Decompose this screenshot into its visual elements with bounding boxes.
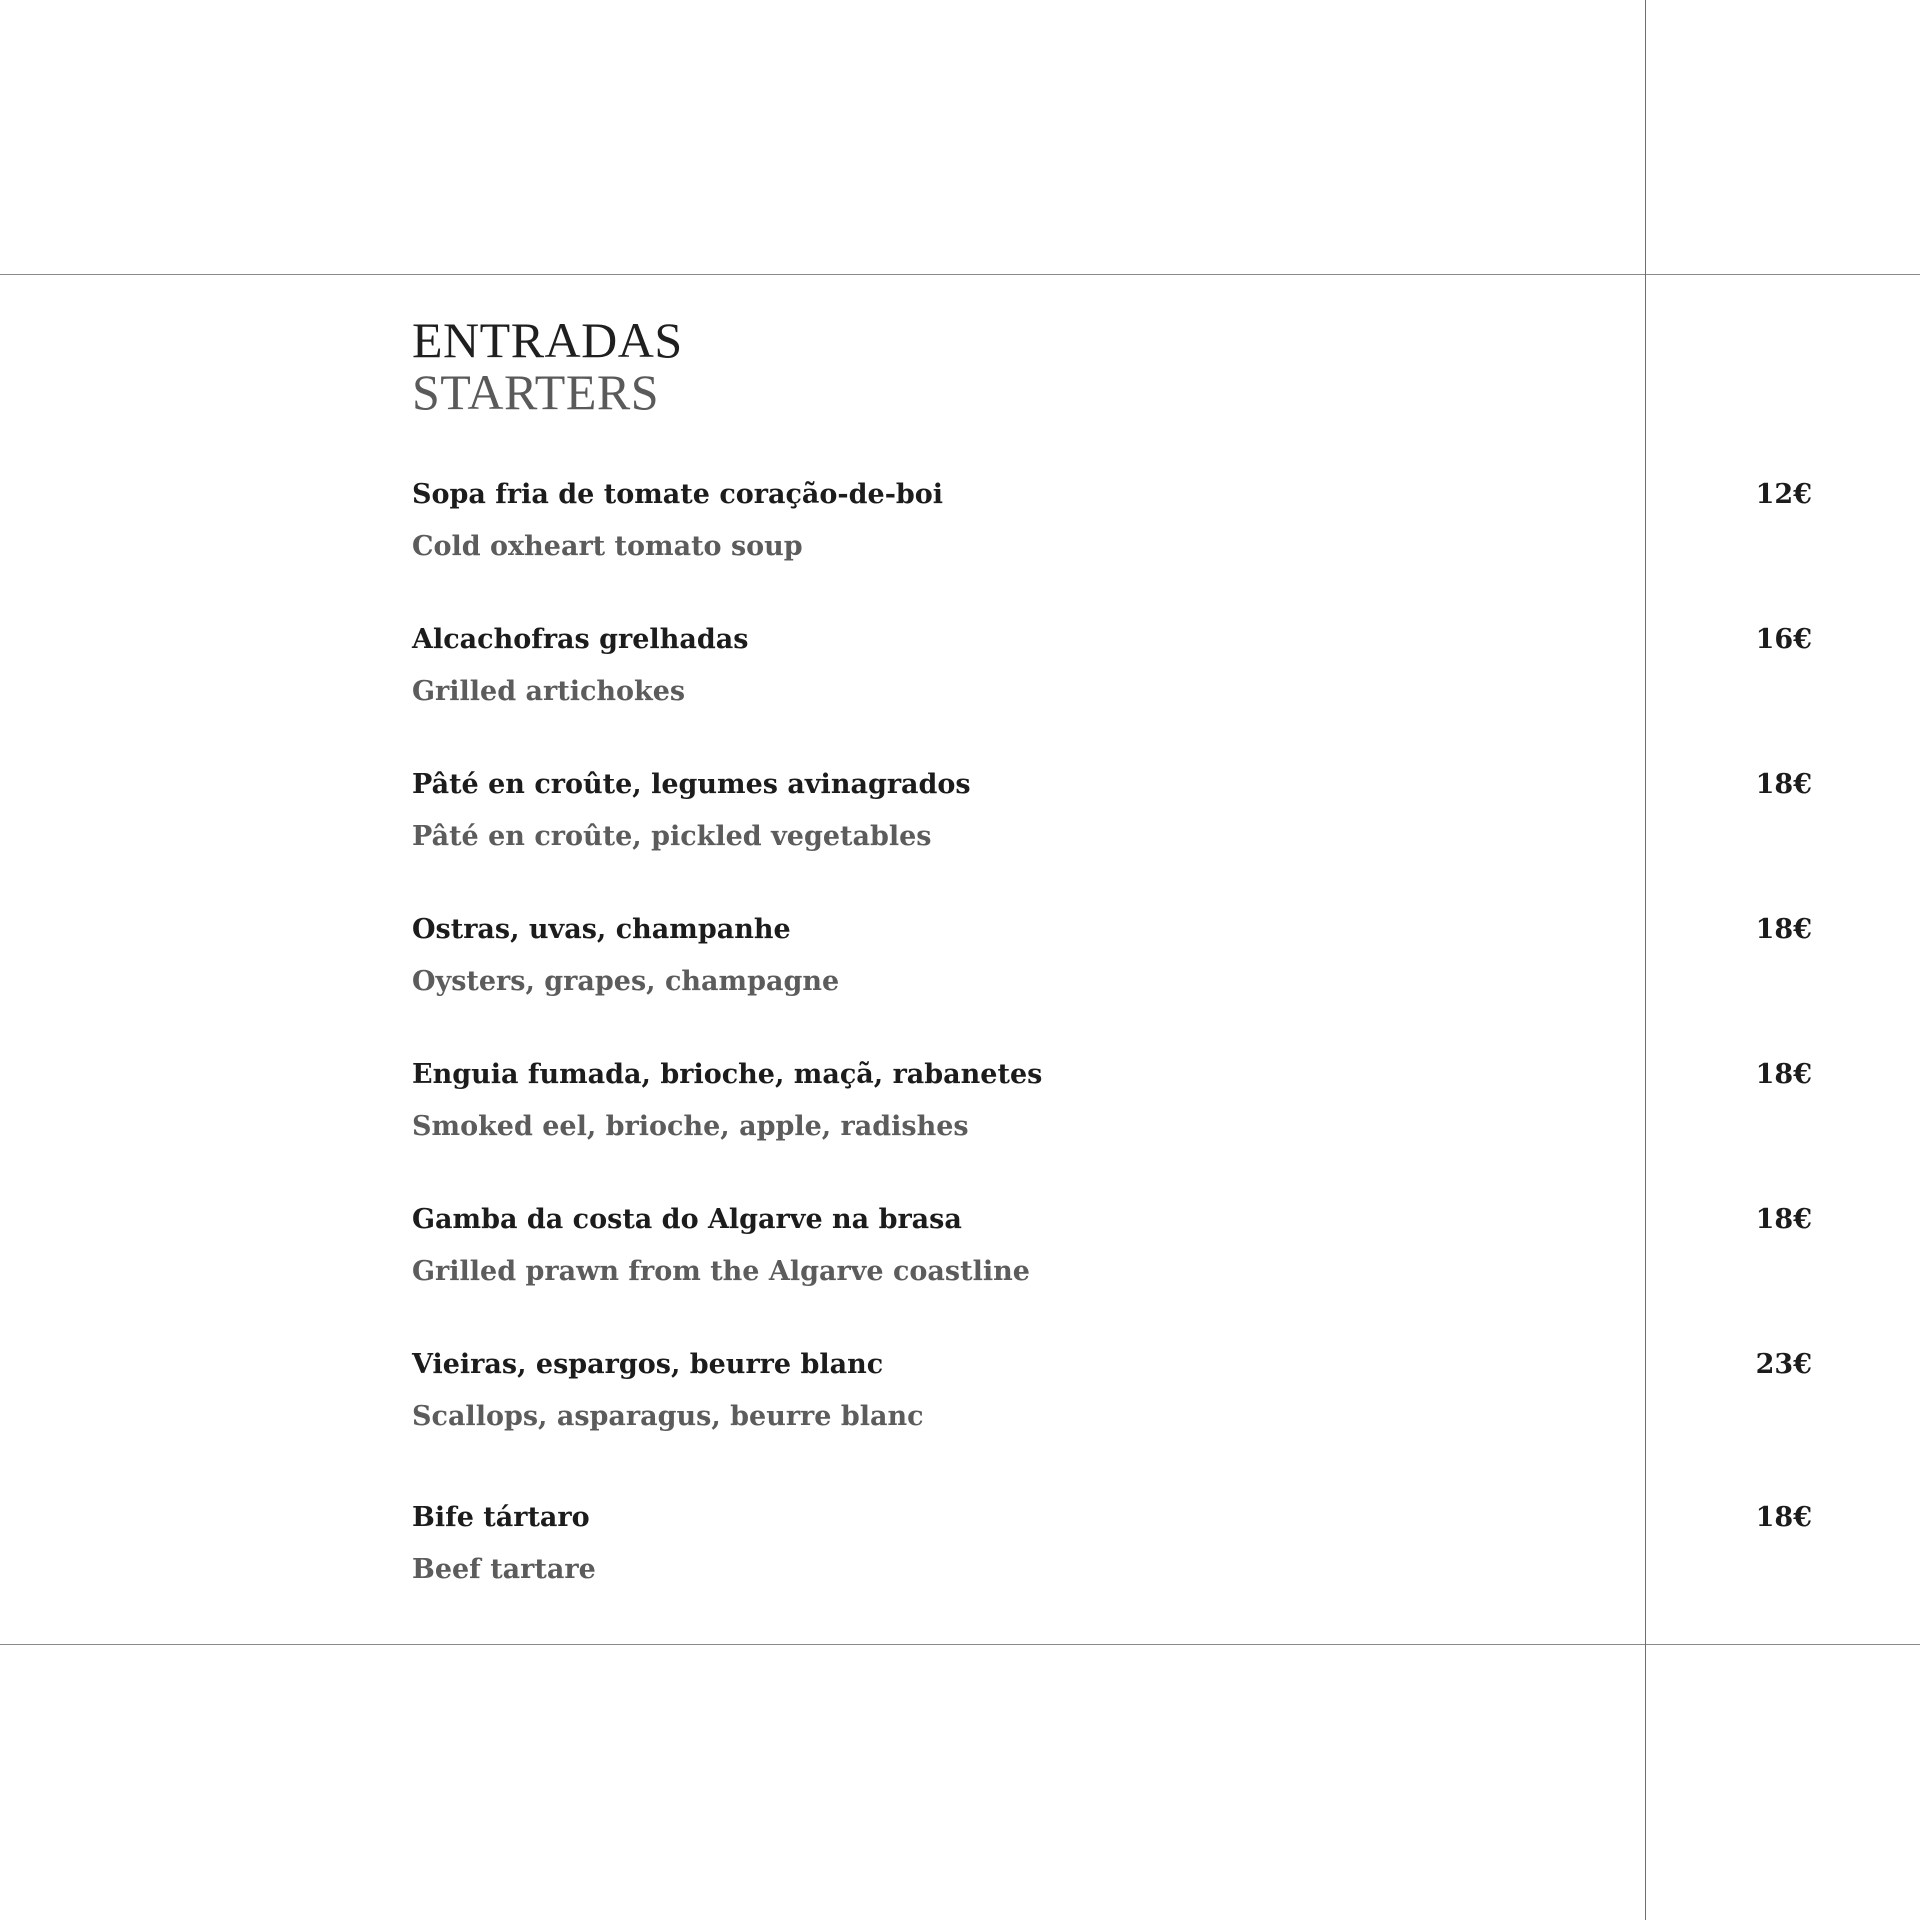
dish-price: 18€ <box>1755 1502 1812 1533</box>
dish-name-en: Grilled artichokes <box>412 676 686 707</box>
bottom-divider <box>0 1644 1920 1645</box>
dish-name-pt: Vieiras, espargos, beurre blanc <box>412 1349 884 1380</box>
section-title-pt: ENTRADAS <box>412 312 683 368</box>
dish-name-pt: Alcachofras grelhadas <box>412 624 749 655</box>
dish-name-en: Pâté en croûte, pickled vegetables <box>412 821 932 852</box>
dish-price: 23€ <box>1755 1349 1812 1380</box>
dish-name-pt: Pâté en croûte, legumes avinagrados <box>412 769 971 800</box>
dish-name-pt: Enguia fumada, brioche, maçã, rabanetes <box>412 1059 1043 1090</box>
dish-name-en: Beef tartare <box>412 1554 596 1585</box>
top-divider <box>0 274 1920 275</box>
dish-price: 18€ <box>1755 1204 1812 1235</box>
menu-item <box>412 760 1812 905</box>
dish-name-pt: Ostras, uvas, champanhe <box>412 914 791 945</box>
dish-price: 12€ <box>1755 479 1812 510</box>
menu-item <box>412 1050 1812 1195</box>
dish-name-pt: Gamba da costa do Algarve na brasa <box>412 1204 962 1235</box>
dish-name-pt: Bife tártaro <box>412 1502 590 1533</box>
dish-price: 18€ <box>1755 914 1812 945</box>
dish-price: 18€ <box>1755 1059 1812 1090</box>
menu-item <box>412 615 1812 760</box>
dish-name-pt: Sopa fria de tomate coração-de-boi <box>412 479 944 510</box>
menu-item <box>412 1195 1812 1340</box>
section-title-en: STARTERS <box>412 364 660 420</box>
dish-price: 18€ <box>1755 769 1812 800</box>
section-heading <box>412 314 683 418</box>
dish-name-en: Grilled prawn from the Algarve coastline <box>412 1256 1030 1287</box>
dish-name-en: Oysters, grapes, champagne <box>412 966 840 997</box>
menu-item <box>412 1340 1812 1485</box>
dish-name-en: Cold oxheart tomato soup <box>412 531 803 562</box>
dish-price: 16€ <box>1755 624 1812 655</box>
dish-name-en: Scallops, asparagus, beurre blanc <box>412 1401 924 1432</box>
menu-item <box>412 1493 1812 1638</box>
menu-list <box>412 470 1812 1638</box>
menu-item <box>412 905 1812 1050</box>
dish-name-en: Smoked eel, brioche, apple, radishes <box>412 1111 969 1142</box>
menu-item <box>412 470 1812 615</box>
